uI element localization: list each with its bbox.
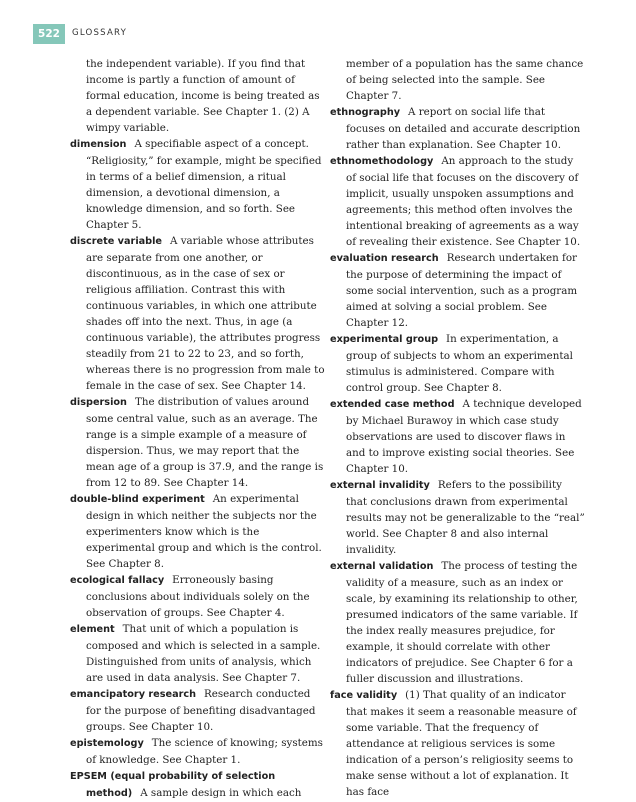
glossary-definition: In experimentation, a group of subjects to whom an experimental stimulus is administered. Compare with control group. See Chapter 8. (346, 333, 573, 394)
glossary-definition: A sample design in which each (140, 787, 302, 799)
glossary-term: ethnography (330, 107, 401, 118)
glossary-definition: An experimental design in which neither the subjects nor the experimenters know which is the experimental group and which is the control. See Chapter 8. (86, 493, 322, 570)
glossary-entry (70, 621, 326, 686)
glossary-term: double-blind experiment (70, 494, 205, 505)
glossary-term: ecological fallacy (70, 575, 165, 586)
glossary-entry (330, 687, 586, 800)
glossary-definition: Erroneously basing conclusions about individuals solely on the observation of groups. See Chapter 4. (86, 574, 310, 619)
glossary-entry (70, 56, 326, 136)
glossary-term: discrete variable (70, 236, 162, 247)
glossary-entry (330, 396, 586, 477)
glossary-definition: Research undertaken for the purpose of determining the impact of some social intervention, such as a program aimed at solving a social problem. See Chapter 12. (346, 252, 578, 329)
glossary-term: emancipatory research (70, 689, 197, 700)
glossary-term: epistemology (70, 738, 144, 749)
glossary-definition: member of a population has the same chance of being selected into the sample. See Chapter 7. (346, 58, 584, 102)
glossary-entry (330, 56, 586, 104)
glossary-term: extended case method (330, 399, 455, 410)
glossary-entry (70, 491, 326, 572)
glossary-definition: That unit of which a population is composed and which is selected in a sample. Distinguished from units of analysis, which are used in data analysis. See Chapter 7. (86, 623, 321, 684)
glossary-term: dimension (70, 139, 127, 150)
glossary-term: ethnomethodology (330, 156, 434, 167)
glossary-entry (330, 153, 586, 250)
glossary-term: face validity (330, 690, 398, 701)
glossary-entry (70, 572, 326, 621)
glossary-term: experimental group (330, 334, 439, 345)
glossary-definition: A report on social life that focuses on detailed and accurate description rather than explanation. See Chapter 10. (346, 106, 581, 151)
glossary-entry (70, 686, 326, 735)
glossary-entry (70, 233, 326, 394)
glossary-definition: The process of testing the validity of a measure, such as an index or scale, by examining its relationship to other, presumed indicators of the same variable. If the index really measures prejudice, for example, it should correlate with other indicators of prejudice. See Chapter 6 for a fuller discussion and illustrations. (346, 560, 578, 685)
glossary-definition: the independent variable). If you find that income is partly a function of amount of formal education, income is being treated as a dependent variable. See Chapter 1. (2) A wimpy variable. (86, 58, 320, 134)
glossary-term: external validation (330, 561, 434, 572)
running-head: GLOSSARY (72, 28, 128, 38)
glossary-definition: Refers to the possibility that conclusions drawn from experimental results may not be generalizable to the “real” world. See Chapter 8 and also internal invalidity. (346, 479, 585, 556)
glossary-term: element (70, 624, 115, 635)
glossary-entry (70, 394, 326, 491)
glossary-entry (330, 250, 586, 331)
glossary-term: dispersion (70, 397, 127, 408)
glossary-entry (70, 735, 326, 768)
glossary-entry (330, 558, 586, 687)
page-number: 522 (33, 24, 65, 44)
glossary-definition: Research conducted for the purpose of benefiting disadvantaged groups. See Chapter 10. (86, 688, 316, 733)
glossary-column-left (70, 56, 326, 802)
glossary-definition: An approach to the study of social life that focuses on the discovery of implicit, usually unspoken assumptions and agreements; this method often involves the intentional breaking of agreements as a way of revealing their existence. See Chapter 10. (346, 155, 581, 248)
glossary-entry (70, 136, 326, 233)
glossary-definition: (1) That quality of an indicator that makes it seem a reasonable measure of some variable. That the frequency of attendance at religious services is some indication of a person’s religiosity seems to make sense without a lot of explanation. It has face (346, 689, 577, 798)
glossary-term: EPSEM (equal probability of selection method) (70, 771, 276, 799)
glossary-entry (330, 104, 586, 153)
glossary-definition: The distribution of values around some central value, such as an average. The range is a simple example of a measure of dispersion. Thus, we may report that the mean age of a group is 37.9, and the range is from 12 to 89. See Chapter 14. (86, 396, 324, 489)
glossary-column-right (330, 56, 586, 800)
glossary-definition: A specifiable aspect of a concept. “Religiosity,” for example, might be specified in terms of a belief dimension, a ritual dimension, a devotional dimension, a knowledge dimension, and so forth. See Chapter 5. (86, 138, 322, 231)
glossary-entry (330, 331, 586, 396)
glossary-definition: A technique developed by Michael Burawoy in which case study observations are used to discover flaws in and to improve existing social theories. See Chapter 10. (346, 398, 582, 475)
glossary-definition: The science of knowing; systems of knowledge. See Chapter 1. (86, 737, 323, 766)
glossary-entry (70, 768, 326, 802)
glossary-entry (330, 477, 586, 558)
glossary-term: evaluation research (330, 253, 439, 264)
glossary-definition: A variable whose attributes are separate from one another, or discontinuous, as in the case of sex or religious affiliation. Contrast this with continuous variables, in which one attribute shades off into the next. Thus, in age (a continuous variable), the attributes progress steadily from 21 to 22 to 23, and so forth, whereas there is no progression from male to female in the case of sex. See Chapter 14. (86, 235, 325, 392)
glossary-term: external invalidity (330, 480, 430, 491)
